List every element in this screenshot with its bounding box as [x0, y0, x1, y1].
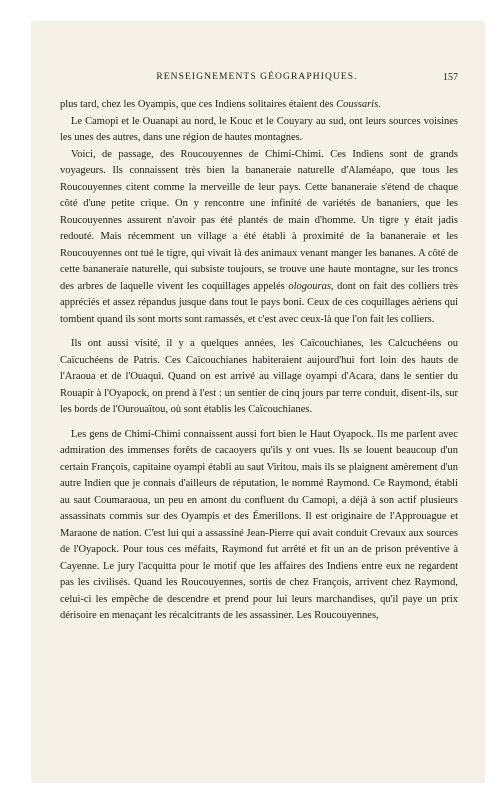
paragraph: [60, 336, 458, 419]
paragraph: [60, 97, 458, 114]
page-number: 157: [443, 72, 458, 83]
text-run: Le Camopi et le Ouanapi au nord, le Kouc et le Couyary au sud, ont leurs sources voisines les unes des autres, dans une région de hautes montagnes.: [60, 115, 458, 143]
italic-text: Coussaris: [336, 99, 379, 110]
paragraph: [60, 147, 458, 329]
page-body: [60, 97, 458, 625]
text-run: .: [378, 99, 381, 110]
page-header: [56, 72, 458, 86]
paragraph: [60, 427, 458, 625]
text-run: Ils ont aussi visité, il y a quelques années, les Caïcouchianes, les Calcuchéens ou Caïcuchéens de Patris. Ces Caïcouchianes habiteraient aujourd'hui fort loin des hauts de l'Araoua et de l'Ouaqui. Quand on est arrivé au village oyampi d'Acara, dans le sentier du Rouapir à l'Oyapock, on prend à l'est : un sentier de cinq jours par terre conduit, disent-ils, sur les bords de l'Ourouaïtou, où sont établis les Caïcouchianes.: [60, 338, 458, 415]
text-run: plus tard, chez les Oyampis, que ces Indiens solitaires étaient des: [60, 99, 337, 110]
running-title: RENSEIGNEMENTS GÉOGRAPHIQUES.: [156, 72, 358, 82]
italic-text: ologouras: [288, 280, 331, 292]
text-run: , dont on fait des colliers très appréciés et assez répandus jusque dans tout le pays boni. Ceux de ces coquillages aériens qui tombent quand ils sont morts sont ramassés, et c'est avec ceux-là que l'on fait les colliers.: [60, 280, 458, 325]
text-run: Les gens de Chimi-Chimi connaissent aussi fort bien le Haut Oyapock. Ils me parlent avec admiration des immenses forêts de cacaoyers qu'ils y ont vues. Ils se louent beaucoup d'un certain François, capitaine oyampi établi au saut Viritou, mais ils se plaignent amèrement d'un autre Indien que je connais d'ailleurs de réputation, le nommé Raymond. Ce Raymond, établi au saut Coumaraoua, un peu en amont du confluent du Camopi, a déjà à son actif plusieurs assassinats commis sur des Oyampis et des Émerillons. Il est originaire de l'Approuague et Maraone de nation. C'est lui qui a assassiné Jean-Pierre qui avait conduit Crevaux aux sources de l'Oyapock. Pour tous ces méfaits, Raymond fut arrêté et fit un an de prison préventive à Cayenne. Le jury l'acquitta pour le motif que les affaires des Indiens entre eux ne regardent pas les civilisés. Quand les Roucouyennes, sortis de chez François, arrivent chez Raymond, celui-ci les empêche de descendre et prend pour lui leurs marchandises, qu'il paye un prix dérisoire en menaçant les récalcitrants de les assassiner. Les Roucouyennes,: [60, 428, 458, 621]
paragraph-spacer: [60, 328, 458, 336]
text-run: Voici, de passage, des Roucouyennes de Chimi-Chimi. Ces Indiens sont de grands voyageurs. Ils connaissent très bien la bananeraie naturelle d'Alaméapo, que tous les Roucouyennes citent comme la merveille de leur pays. Cette bananeraie s'étend de chaque côté d'une petite crique. On y rencontre une infinité de variétés de bananiers, que les Roucouyennes assurent n'avoir pas été plantés de main d'homme. Un tigre y était jadis redouté. Mais récemment un village a été établi à proximité de la bananeraie et les Roucouyennes ont tué le tigre, qui vivait là des animaux venant manger les bananes. A côté de cette bananeraie naturelle, qui subsiste toujours, se trouve une haute montagne, sur les troncs des arbres de laquelle vivent les coquillages appelés: [60, 148, 458, 292]
paragraph-spacer: [60, 419, 458, 427]
paragraph: [60, 114, 458, 147]
book-page: [32, 22, 484, 782]
